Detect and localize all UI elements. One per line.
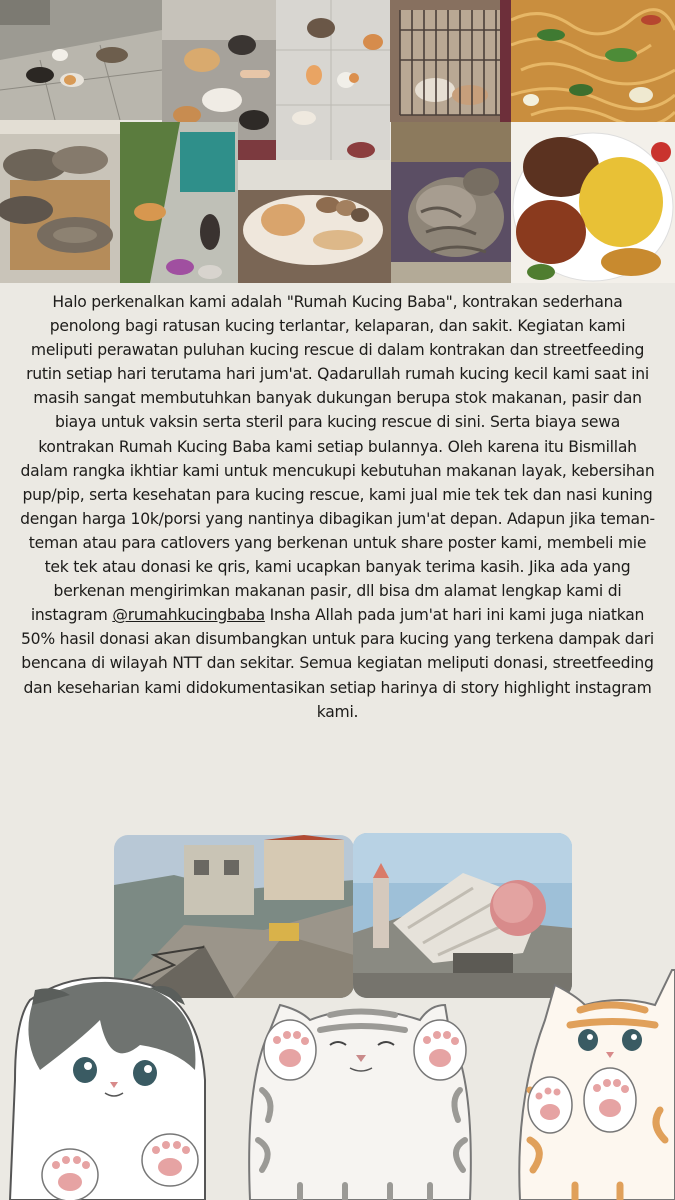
cats-on-tiled-floor-photo (0, 0, 162, 120)
nasi-kuning-plate-photo (511, 122, 675, 283)
orange-kitten-drawing (519, 970, 675, 1200)
striped-kitten-drawing (249, 1005, 471, 1200)
cartoon-kittens-illustration (0, 960, 675, 1200)
sleeping-cats-photo (0, 120, 120, 283)
cat-nursing-kittens-photo (238, 160, 391, 283)
gray-kitten-drawing (10, 978, 205, 1200)
sleeping-tabby-cat-photo (391, 122, 511, 283)
fundraising-caption (20, 290, 655, 724)
caption-intro-text: Halo perkenalkan kami adalah "Rumah Kucing Baba", kontrakan sederhana penolong bagi ratusan kucing terlantar, kelaparan, dan sakit. Kegiatan kami meliputi perawatan puluhan kucing rescue di dalam kontrakan dan streetfeeding rutin setiap hari terutama hari jum'at. Qadarullah rumah kucing kecil kami saat ini masih sangat membutuhkan banyak dukungan berupa stok makanan, pasir dan biaya untuk vaksin serta steril para kucing rescue di sini. Serta biaya sewa kontrakan Rumah Kucing Baba kami setiap bulannya. Oleh karena itu Bismillah dalam rangka ikhtiar kami untuk mencukupi kebutuhan makanan layak, kebersihan pup/pip, serta kesehatan para kucing rescue, kami jual mie tek tek dan nasi kuning dengan harga 10k/porsi yang nantinya dibagikan jum'at depan. Adapun jika teman-teman atau para catlovers yang berkenan untuk share poster kami, membeli mie tek tek atau donasi ke qris, kami ucapkan banyak terima kasih. Jika ada yang berkenan mengirimkan makanan pasir, dll bisa dm alamat lengkap kami di instagram (20, 293, 655, 625)
cats-near-wall-photo (120, 122, 238, 283)
caption-outro-text: Insha Allah pada jum'at hari ini kami juga niatkan 50% hasil donasi akan disumbangkan untuk para kucing yang terkena dampak dari bencana di wilayah NTT dan sekitar. Semua kegiatan meliputi donasi, streetfeeding dan keseharian kami didokumentasikan setiap harinya di story highlight instagram kami. (21, 606, 654, 721)
mie-tek-tek-noodles-photo (511, 0, 675, 122)
kittens-on-tiles-photo (276, 0, 390, 160)
instagram-handle-link[interactable]: @rumahkucingbaba (112, 606, 265, 625)
cats-in-cage-photo (390, 0, 511, 122)
